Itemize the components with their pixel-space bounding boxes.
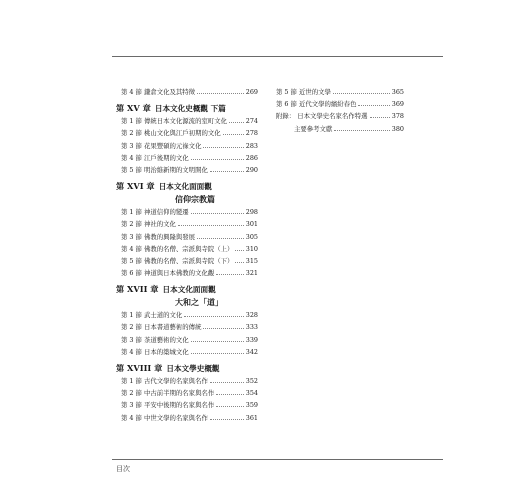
toc-leader-dots [210, 419, 244, 420]
chapter-number: 第 XVI 章 [116, 181, 155, 192]
chapter-title: 日本文化史概觀 下篇 [154, 104, 226, 114]
toc-page-number: 283 [245, 141, 258, 150]
toc-page-number: 361 [245, 413, 258, 422]
toc-page-number: 365 [391, 88, 404, 96]
toc-leader-dots [191, 341, 244, 342]
toc-leader-dots [229, 122, 244, 123]
toc-entry[interactable] [116, 243, 258, 255]
toc-leader-dots [178, 225, 244, 226]
toc-entry-title: 主要參考文獻 [294, 124, 333, 133]
toc-entry[interactable] [116, 346, 258, 358]
toc-leader-dots [358, 105, 389, 106]
toc-entry[interactable] [276, 110, 404, 122]
toc-leader-dots [235, 262, 243, 263]
toc-leader-dots [197, 238, 244, 239]
toc-left-column [116, 86, 258, 424]
toc-leader-dots [191, 353, 244, 354]
toc-entry-title: 第 3 節 花果豐碩的元祿文化 [121, 141, 202, 150]
chapter-number: 第 XVIII 章 [116, 363, 163, 373]
toc-leader-dots [370, 117, 390, 118]
bottom-rule [112, 459, 443, 460]
toc-entry[interactable] [116, 218, 258, 230]
toc-entry-title: 第 3 節 佛教的興隆與發展 [121, 232, 196, 241]
toc-entry[interactable] [116, 152, 258, 164]
toc-entry-title: 第 5 節 近世的文學 [276, 88, 331, 96]
toc-entry-title: 第 4 節 日本的築城文化 [121, 347, 189, 356]
toc-entry[interactable] [116, 334, 258, 346]
chapter-heading [116, 282, 258, 296]
toc-entry[interactable] [116, 206, 258, 218]
toc-right-column [276, 86, 404, 135]
toc-leader-dots [210, 382, 244, 383]
toc-leader-dots [333, 93, 390, 94]
toc-entry-title: 第 5 節 佛教的名僧、宗派與寺院（下） [121, 256, 234, 265]
toc-entry-title: 第 3 節 平安中後期的名家與名作 [121, 401, 215, 410]
toc-entry[interactable] [116, 267, 258, 279]
toc-page-number: 380 [391, 124, 404, 133]
toc-page-number: 310 [245, 244, 258, 253]
chapter-title: 日本文化面面觀 [162, 285, 216, 295]
toc-leader-dots [191, 213, 244, 214]
toc-entry-title: 第 1 節 傳統日本文化源流的室町文化 [121, 117, 228, 126]
toc-entry-title: 附錄： 日本文學史名家名作特選 [276, 112, 368, 121]
toc-page-number: 269 [245, 88, 258, 96]
footer-label: 目次 [116, 465, 130, 473]
toc-leader-dots [216, 394, 244, 395]
chapter-number: 第 XV 章 [116, 103, 151, 114]
toc-entry[interactable] [116, 115, 258, 127]
toc-entry-title: 第 6 節 近代文學的繽紛春色 [276, 100, 357, 109]
toc-page-number: 301 [245, 220, 258, 229]
chapter-title: 日本文學史概觀 [166, 364, 220, 373]
toc-leader-dots [203, 328, 243, 329]
toc-entry-title: 第 2 節 神社的文化 [121, 220, 176, 229]
toc-page-number: 286 [245, 153, 258, 162]
toc-entry[interactable] [116, 231, 258, 243]
toc-entry[interactable] [116, 309, 258, 321]
toc-page-number: 339 [245, 335, 258, 344]
toc-page-number: 378 [391, 112, 404, 121]
toc-entry[interactable] [116, 399, 258, 411]
chapter-heading [116, 361, 258, 375]
chapter-number: 第 XVII 章 [116, 284, 159, 295]
toc-entry[interactable] [116, 412, 258, 424]
toc-page-number: 328 [245, 311, 258, 320]
toc-leader-dots [216, 274, 244, 275]
top-rule [112, 56, 443, 57]
toc-entry-title: 第 1 節 武士道的文化 [121, 311, 183, 320]
toc-entry[interactable] [276, 123, 404, 135]
toc-entry[interactable] [116, 387, 258, 399]
toc-entry-title: 第 2 節 中古前半期的名家與名作 [121, 389, 215, 398]
toc-entry[interactable] [276, 98, 404, 110]
toc-entry-title: 第 3 節 茶道藝術的文化 [121, 335, 189, 344]
toc-entry[interactable] [276, 86, 404, 98]
toc-leader-dots [210, 171, 244, 172]
toc-page-number: 333 [245, 323, 258, 332]
toc-entry[interactable] [116, 321, 258, 333]
toc-entry[interactable] [116, 164, 258, 176]
toc-leader-dots [203, 147, 243, 148]
toc-page-number: 342 [245, 347, 258, 356]
toc-page-number: 290 [245, 165, 258, 174]
toc-entry[interactable] [116, 127, 258, 139]
toc-entry[interactable] [116, 140, 258, 152]
toc-page-number: 278 [245, 129, 258, 138]
toc-entry-title: 第 1 節 神道信仰的變遷 [121, 208, 189, 217]
toc-entry[interactable] [116, 255, 258, 267]
toc-leader-dots [184, 316, 244, 317]
toc-page-number: 359 [245, 401, 258, 410]
toc-leader-dots [334, 130, 389, 131]
toc-entry-title: 第 4 節 佛教的名僧、宗派與寺院（上） [121, 244, 234, 253]
toc-page-number: 305 [245, 232, 258, 241]
toc-entry-title: 第 4 節 江戶後期的文化 [121, 153, 189, 162]
toc-leader-dots [197, 93, 244, 94]
toc-entry-title: 第 5 節 明治維新期的文明開化 [121, 165, 208, 174]
toc-page-number: 298 [245, 208, 258, 217]
toc-entry-title: 第 4 節 鎌倉文化及其特徵 [121, 88, 196, 96]
toc-entry[interactable] [116, 375, 258, 387]
toc-page-number: 315 [245, 256, 258, 265]
chapter-title: 日本文化面面觀 [158, 182, 212, 192]
toc-leader-dots [191, 159, 244, 160]
toc-entry-title: 第 2 節 日本書道藝術的傳統 [121, 323, 202, 332]
toc-entry-title: 第 2 節 桃山文化與江戶初期的文化 [121, 129, 221, 138]
chapter-subtitle: 信仰宗教篇 [175, 194, 215, 205]
toc-page-number: 369 [391, 100, 404, 109]
chapter-subtitle: 大和之「道」 [175, 297, 223, 308]
toc-leader-dots [223, 134, 244, 135]
toc-page-number: 354 [245, 389, 258, 398]
toc-entry-title: 第 6 節 神道與日本佛教的文化觀 [121, 269, 215, 278]
toc-leader-dots [216, 406, 244, 407]
toc-page-number: 274 [245, 117, 258, 126]
toc-leader-dots [235, 250, 243, 251]
toc-page-number: 321 [245, 269, 258, 278]
chapter-heading [116, 101, 258, 115]
toc-page-number: 352 [245, 377, 258, 385]
chapter-heading [116, 179, 258, 193]
toc-entry-title: 第 1 節 古代文學的名家與名作 [121, 377, 208, 385]
toc-entry-title: 第 4 節 中世文學的名家與名作 [121, 413, 208, 422]
toc-entry[interactable] [116, 86, 258, 98]
